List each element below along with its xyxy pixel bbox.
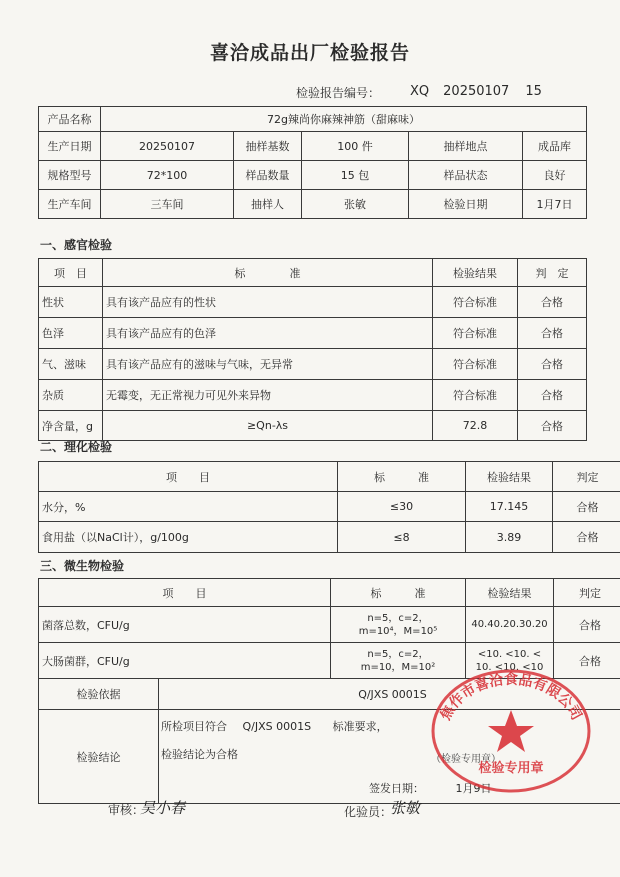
auditor-label: 审核： bbox=[108, 803, 145, 817]
spec-label: 规格型号 bbox=[39, 161, 101, 190]
sensory-heading: 一、感官检验 bbox=[40, 238, 113, 252]
item: 性状 bbox=[39, 287, 103, 318]
basis-label: 检验依据 bbox=[39, 679, 159, 710]
header-row bbox=[39, 161, 587, 190]
result-line: 10. <10. <10 bbox=[475, 661, 544, 673]
standard: 无霉变，无正常视力可见外来异物 bbox=[103, 380, 433, 411]
prod-date: 20250107 bbox=[101, 132, 234, 161]
product-name-label: 产品名称 bbox=[39, 107, 101, 132]
result: 17.145 bbox=[466, 492, 553, 522]
sample-state-label: 样品状态 bbox=[409, 161, 523, 190]
item: 菌落总数，CFU/g bbox=[39, 607, 331, 643]
inspector-label: 化验员： bbox=[344, 805, 393, 819]
seal-star-icon bbox=[488, 710, 534, 752]
col-verdict: 判定 bbox=[553, 462, 620, 492]
spec: 72*100 bbox=[101, 161, 234, 190]
result: 72.8 bbox=[433, 411, 518, 441]
micro-header-row bbox=[39, 579, 620, 607]
item: 气、滋味 bbox=[39, 349, 103, 380]
verdict: 合格 bbox=[518, 318, 587, 349]
conclusion-text: 所检项目符合 bbox=[161, 720, 227, 733]
result: 符合标准 bbox=[433, 349, 518, 380]
verdict: 合格 bbox=[554, 643, 620, 679]
issue-date: 1月9日 bbox=[455, 782, 492, 795]
sampler: 张敏 bbox=[302, 190, 409, 219]
seal-arc-text: 焦作市喜洽食品有限公司 bbox=[437, 672, 585, 724]
standard-line: n=5，c=2， bbox=[367, 648, 429, 660]
physchem-table bbox=[38, 461, 620, 553]
header-table bbox=[38, 106, 587, 219]
sampler-label: 抽样人 bbox=[234, 190, 302, 219]
basis-value: Q/JXS 0001S bbox=[159, 679, 620, 710]
physchem-heading: 二、理化检验 bbox=[40, 440, 113, 454]
inspect-date-label: 检验日期 bbox=[409, 190, 523, 219]
col-result: 检验结果 bbox=[466, 579, 554, 607]
conclusion-standard: Q/JXS 0001S bbox=[242, 720, 312, 733]
sample-base: 100 件 bbox=[302, 132, 409, 161]
standard: 具有该产品应有的滋味与气味，无异常 bbox=[103, 349, 433, 380]
result: 符合标准 bbox=[433, 287, 518, 318]
conclusion-line-1 bbox=[161, 718, 388, 734]
sample-qty: 15 包 bbox=[302, 161, 409, 190]
report-number-date: 20250107 bbox=[443, 84, 510, 99]
col-standard: 标 准 bbox=[338, 462, 466, 492]
col-item: 项 目 bbox=[39, 579, 331, 607]
auditor-signature: 吴小春 bbox=[140, 799, 186, 817]
item: 色泽 bbox=[39, 318, 103, 349]
col-result: 检验结果 bbox=[433, 259, 518, 287]
header-row bbox=[39, 190, 587, 219]
conclusion-label: 检验结论 bbox=[39, 710, 159, 804]
micro-heading: 三、微生物检验 bbox=[40, 559, 125, 573]
verdict: 合格 bbox=[554, 607, 620, 643]
standard-line: m=10，M=10² bbox=[360, 661, 436, 673]
sample-location: 成品库 bbox=[523, 132, 587, 161]
product-name: 72g辣尚你麻辣神筋（甜麻味） bbox=[101, 107, 587, 132]
verdict: 合格 bbox=[518, 287, 587, 318]
seal-note: （检验专用章） bbox=[431, 754, 501, 765]
header-row bbox=[39, 107, 587, 132]
table-row bbox=[39, 492, 620, 522]
inspector-signature: 张敏 bbox=[390, 799, 421, 817]
result: 3.89 bbox=[466, 522, 553, 553]
inspect-date: 1月7日 bbox=[523, 190, 587, 219]
sample-location-label: 抽样地点 bbox=[409, 132, 523, 161]
table-row bbox=[39, 411, 587, 441]
standard-line: n=5，c=2， bbox=[367, 612, 429, 624]
sample-base-label: 抽样基数 bbox=[234, 132, 302, 161]
verdict: 合格 bbox=[518, 349, 587, 380]
col-item: 项 目 bbox=[39, 259, 103, 287]
table-row bbox=[39, 522, 620, 553]
standard: ≥Qn-λs bbox=[103, 411, 433, 441]
standard-line: m=10⁴，M=10⁵ bbox=[358, 625, 438, 637]
report-number-prefix: XQ bbox=[410, 84, 430, 99]
company-seal bbox=[428, 666, 594, 796]
standard: 具有该产品应有的色泽 bbox=[103, 318, 433, 349]
item: 净含量，g bbox=[39, 411, 103, 441]
standard bbox=[331, 607, 466, 643]
header-row bbox=[39, 132, 587, 161]
sensory-header-row bbox=[39, 259, 587, 287]
col-standard: 标 准 bbox=[103, 259, 433, 287]
sample-qty-label: 样品数量 bbox=[234, 161, 302, 190]
standard: ≤30 bbox=[338, 492, 466, 522]
verdict: 合格 bbox=[518, 380, 587, 411]
col-result: 检验结果 bbox=[466, 462, 553, 492]
report-number-suffix: 15 bbox=[525, 84, 542, 99]
standard: ≤8 bbox=[338, 522, 466, 553]
workshop: 三车间 bbox=[101, 190, 234, 219]
table-row bbox=[39, 607, 620, 643]
col-verdict: 判 定 bbox=[518, 259, 587, 287]
result bbox=[466, 607, 554, 643]
item: 食用盐（以NaCl计），g/100g bbox=[39, 522, 338, 553]
standard: 具有该产品应有的性状 bbox=[103, 287, 433, 318]
item: 水分，% bbox=[39, 492, 338, 522]
result: 符合标准 bbox=[433, 380, 518, 411]
report-number-label: 检验报告编号： bbox=[296, 86, 381, 100]
col-verdict: 判定 bbox=[554, 579, 620, 607]
col-standard: 标 准 bbox=[331, 579, 466, 607]
result-line: 40.40.20.30.20 bbox=[471, 619, 548, 630]
verdict: 合格 bbox=[553, 522, 620, 553]
result: 符合标准 bbox=[433, 318, 518, 349]
conclusion-text: 标准要求， bbox=[332, 720, 388, 733]
seal-bottom-text: 检验专用章 bbox=[478, 761, 544, 776]
table-row bbox=[39, 349, 587, 380]
sensory-table bbox=[38, 258, 587, 441]
table-row bbox=[39, 318, 587, 349]
table-row bbox=[39, 380, 587, 411]
prod-date-label: 生产日期 bbox=[39, 132, 101, 161]
verdict: 合格 bbox=[553, 492, 620, 522]
item: 杂质 bbox=[39, 380, 103, 411]
item: 大肠菌群，CFU/g bbox=[39, 643, 331, 679]
col-item: 项 目 bbox=[39, 462, 338, 492]
physchem-header-row bbox=[39, 462, 620, 492]
conclusion-line-2: 检验结论为合格 bbox=[161, 748, 238, 761]
table-row bbox=[39, 287, 587, 318]
result-line: <10. <10. < bbox=[477, 648, 542, 660]
issue-date-label: 签发日期： bbox=[369, 782, 424, 795]
report-title: 喜洽成品出厂检验报告 bbox=[209, 42, 410, 64]
report-number bbox=[296, 84, 542, 101]
verdict: 合格 bbox=[518, 411, 587, 441]
workshop-label: 生产车间 bbox=[39, 190, 101, 219]
sample-state: 良好 bbox=[523, 161, 587, 190]
